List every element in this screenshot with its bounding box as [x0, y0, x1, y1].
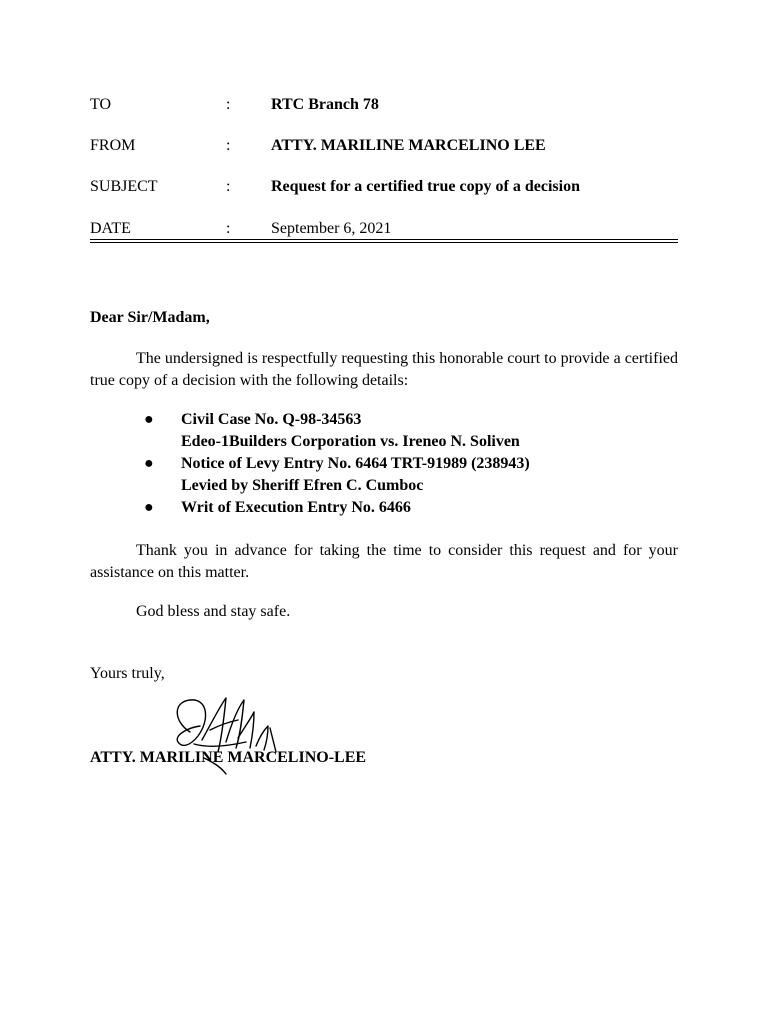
header-date-row	[90, 218, 680, 240]
detail-line: Civil Case No. Q-98-34563	[181, 411, 362, 428]
salutation: Dear Sir/Madam,	[90, 309, 210, 326]
header-from-label: FROM	[90, 137, 136, 154]
header-subject-row	[90, 176, 680, 198]
header-date-colon: :	[226, 220, 231, 237]
bullet-icon: ●	[144, 455, 154, 472]
header-date-value: September 6, 2021	[271, 220, 392, 237]
header-subject-value: Request for a certified true copy of a decision	[271, 178, 580, 195]
header-to-row	[90, 94, 680, 116]
detail-line: Notice of Levy Entry No. 6464 TRT-91989 (238943)	[181, 455, 530, 472]
intro-paragraph: The undersigned is respectfully requesting this honorable court to provide a certified true copy of a decision with the following details:	[90, 350, 678, 389]
header-subject-label: SUBJECT	[90, 178, 158, 195]
signature-stroke	[226, 700, 244, 748]
header-subject-colon: :	[226, 178, 231, 195]
thanks-paragraph: Thank you in advance for taking the time to consider this request and for your assistance on this matter.	[90, 542, 678, 581]
bullet-icon: ●	[144, 499, 154, 516]
header-from-row	[90, 135, 680, 157]
blessing-line: God bless and stay safe.	[136, 603, 291, 620]
details-list	[90, 409, 678, 519]
list-item	[90, 409, 678, 453]
list-item	[90, 497, 678, 519]
header-divider-bottom	[90, 242, 678, 243]
signature-stroke	[177, 700, 205, 746]
list-item	[90, 453, 678, 497]
header-to-label: TO	[90, 96, 112, 113]
signatory-name: ATTY. MARILINE MARCELINO-LEE	[90, 749, 367, 766]
header-to-value: RTC Branch 78	[271, 96, 379, 113]
detail-line: Writ of Execution Entry No. 6466	[181, 499, 411, 516]
header-to-colon: :	[226, 96, 231, 113]
detail-line: Edeo-1Builders Corporation vs. Ireneo N. Soliven	[181, 433, 520, 450]
valediction: Yours truly,	[90, 665, 165, 682]
header-date-label: DATE	[90, 220, 131, 237]
bullet-icon: ●	[144, 411, 154, 428]
header-from-colon: :	[226, 137, 231, 154]
detail-line: Levied by Sheriff Efren C. Cumboc	[181, 477, 424, 494]
header-from-value: ATTY. MARILINE MARCELINO LEE	[271, 137, 546, 154]
header-divider-top	[90, 239, 678, 240]
